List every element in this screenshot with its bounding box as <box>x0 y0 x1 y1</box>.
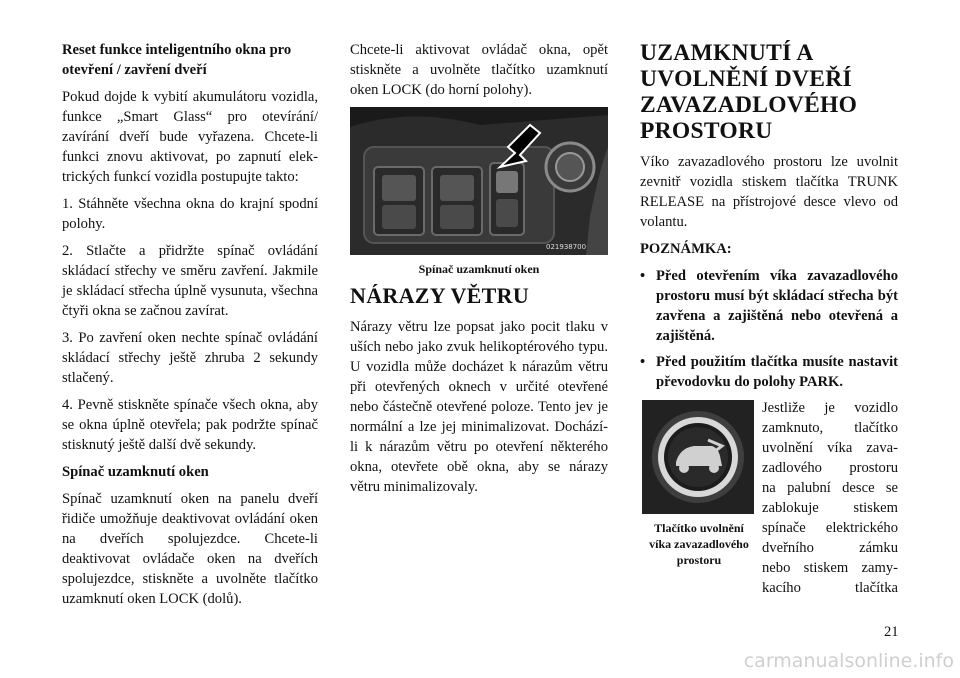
figure-caption: Tlačítko uvolnění víka zavazadlového prostoru <box>649 521 749 567</box>
column-middle <box>350 40 608 504</box>
title-line: ZAVAZADLOVÉHO <box>640 92 858 118</box>
section-title-trunk <box>640 40 898 144</box>
column-right <box>640 40 898 598</box>
paragraph: 4. Pevně stiskněte spínače všech okna, aby se okna úplně otevřela; pak podržte spínač stisknutý ještě další dvě sekundy. <box>62 397 318 453</box>
trunk-release-figure-row <box>640 398 898 598</box>
paragraph: Nárazy větru lze popsat jako pocit tlaku v uších nebo jako zvuk helikoptérového typu. U vozidla může docházet k nárazům větru při otevřených oknech v určité otevřené nebo částečně otevřené poloze. Tento jev je normální a lze jej minimalizovat. Dochází-li k nárazům větru po otevření některého okna, otevřete obě okna, aby se nárazy větru minimalizovaly. <box>350 319 608 495</box>
title-line: UZAMKNUTÍ A <box>640 40 814 66</box>
trunk-release-figure <box>642 400 756 568</box>
paragraph: Chcete-li aktivovat ovládač okna, opět stiskněte a uvolněte tlačítko uzamknutí oken LOCK (do horní polohy). <box>350 42 608 98</box>
page-number: 21 <box>884 624 899 640</box>
section-heading-window-lock: Spínač uzamknutí oken <box>62 464 209 480</box>
paragraph: Pokud dojde k vybití akumulátoru vozidla, funkce „Smart Glass“ pro otevírání/ zavírání dveří bude vyřazena. Chcete-li funkci znovu aktivovat, po zapnutí elektrických funkcí vozidla postupujte takto: <box>62 89 318 185</box>
window-lock-switch-photo <box>350 107 608 255</box>
wrapped-paragraph: Jestliže je vozidlo zamknuto, tlačítko uvolnění víka zava- zadlového prostoru na palubní desce se zablokuje stiskem spínače elektrického dveřního zámku nebo stiskem zamy- kacího tlačítka <box>762 400 898 596</box>
note-list <box>640 266 898 392</box>
column-left <box>62 40 318 616</box>
bullet-icon: • <box>640 268 646 284</box>
note-item: • Před použitím tlačítka musíte nastavit převodovku do polohy PARK. <box>640 354 898 390</box>
title-line: PROSTORU <box>640 118 773 144</box>
section-title-wind-buffeting: NÁRAZY VĚTRU <box>350 283 530 308</box>
paragraph: 2. Stlačte a přidržte spínač ovládání skládací střechy ve směru zavření. Jakmile je skládací střecha úplně vysunuta, všechna čtyři okna se začnou zavírat. <box>62 243 318 319</box>
note-heading: POZNÁMKA: <box>640 241 732 257</box>
note-item: • Před otevřením víka zavazadlového prostoru musí být skládací střecha být zavřena a zajištěná nebo otevřená a zajištěná. <box>640 268 898 344</box>
watermark-text: carmanualsonline.info <box>743 650 954 672</box>
section-heading-reset: Reset funkce inteligentního okna pro otevření / zavření dveří <box>62 42 292 78</box>
title-line: UVOLNĚNÍ DVEŘÍ <box>640 66 852 92</box>
trunk-release-button-photo <box>642 400 754 514</box>
paragraph: Víko zavazadlového prostoru lze uvolnit zevnitř vozidla stiskem tlačítka TRUNK RELEASE na přístrojové desce vlevo od volantu. <box>640 154 898 230</box>
paragraph: 1. Stáhněte všechna okna do krajní spodní polohy. <box>62 196 318 232</box>
photo-code: 021938700 <box>546 243 587 251</box>
photo-caption: Spínač uzamknutí oken <box>418 262 540 276</box>
paragraph: 3. Po zavření oken nechte spínač ovládání skládací střechy ještě zhruba 2 sekundy stlačený. <box>62 330 318 386</box>
bullet-icon: • <box>640 354 646 370</box>
paragraph: Spínač uzamknutí oken na panelu dveří řidiče umožňuje deaktivovat ovládání oken na dveřích spolujezdce. Chcete-li deaktivovat ovládače oken na dveřích spolujezdce, stiskněte a uvolněte tlačítko uzamknutí oken LOCK (dolů). <box>62 491 318 607</box>
